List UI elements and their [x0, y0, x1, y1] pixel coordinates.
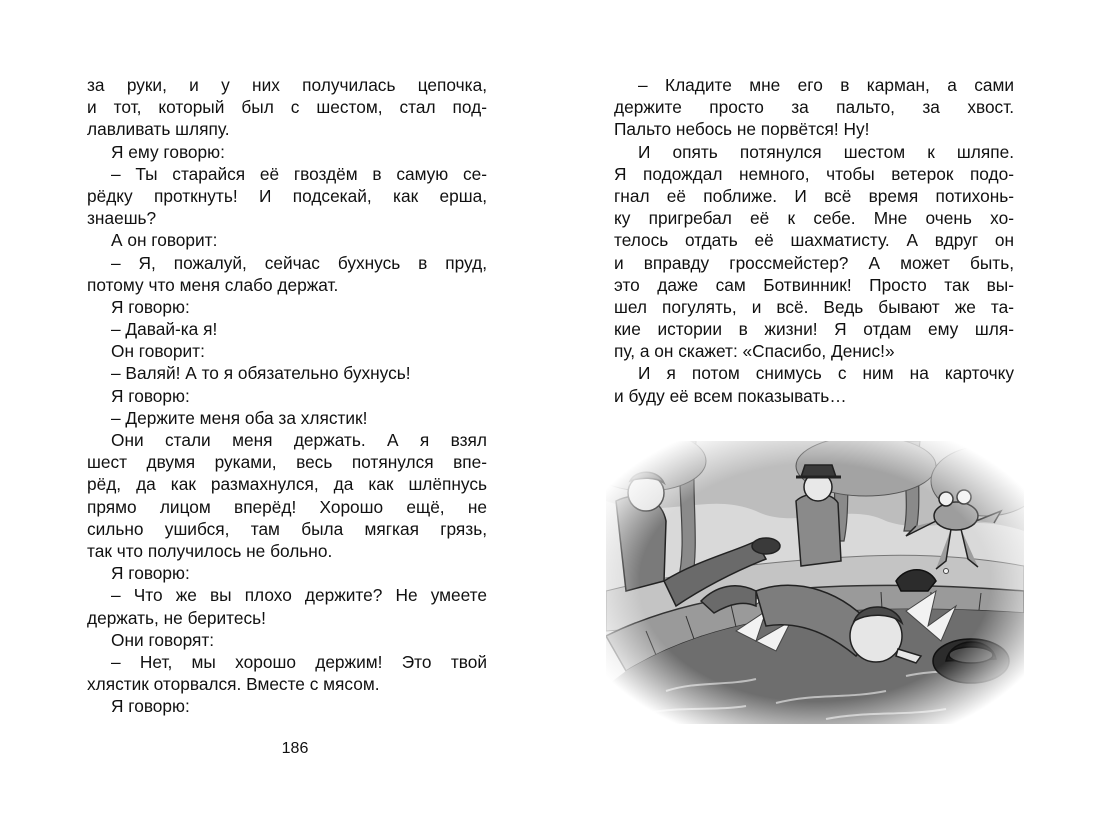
text-line: потому что меня слабо держат.: [87, 274, 339, 295]
text-line: Он говорит:: [111, 341, 205, 362]
text-line: Пальто небось не порвётся! Ну!: [614, 119, 870, 140]
text-line: держите просто за пальто, за хвост.: [614, 97, 1014, 118]
page-number: 186: [281, 740, 309, 757]
text-line: держать, не беритесь!: [87, 607, 266, 628]
text-line: пу, а он скажет: «Спасибо, Денис!»: [614, 341, 895, 362]
text-line: – Ты старайся её гвоздём в самую се-: [111, 163, 487, 184]
text-line: шест двумя руками, весь потянулся впе-: [87, 452, 487, 473]
text-line: рёд, да как размахнулся, да как шлёпнусь: [87, 474, 487, 495]
text-line: – Держите меня оба за хлястик!: [111, 407, 368, 428]
text-line: А он говорит:: [111, 230, 218, 251]
text-line: Я говорю:: [111, 296, 190, 317]
text-line: это даже сам Ботвинник! Просто так вы-: [614, 274, 1014, 295]
text-line: Я говорю:: [111, 696, 190, 717]
text-line: Я подождал немного, чтобы ветерок подо-: [614, 163, 1014, 184]
text-line: и буду её всем показывать…: [614, 385, 847, 406]
text-line: Они говорят:: [111, 629, 215, 650]
text-line: гнал её поближе. И всё время потихонь-: [614, 185, 1014, 206]
text-line: шел погулять, и всё. Ведь бывают же та-: [614, 296, 1014, 317]
text-line: – Что же вы плохо держите? Не умеете: [111, 585, 487, 606]
text-line: телось отдать её шахматисту. А вдруг он: [614, 230, 1014, 251]
text-line: – Валяй! А то я обязательно бухнусь!: [111, 363, 411, 384]
text-line: Они стали меня держать. А я взял: [111, 430, 487, 450]
text-line: И опять потянулся шестом к шляпе.: [638, 141, 1014, 162]
right-page: [550, 0, 1100, 825]
text-line: рёдку проткнуть! И подсекай, как ерша,: [87, 185, 487, 206]
text-line: Я говорю:: [111, 385, 190, 406]
text-line: – Нет, мы хорошо держим! Это твой: [111, 651, 487, 672]
text-line: хлястик оторвался. Вместе с мясом.: [87, 674, 380, 695]
text-line: так что получилось не больно.: [87, 540, 333, 561]
text-line: ку пригребал её к себе. Мне очень хо-: [614, 208, 1014, 229]
text-line: за руки, и у них получилась цепочка,: [87, 75, 487, 95]
illustration-artwork: [606, 441, 1024, 724]
text-line: прямо лицом вперёд! Хорошо ещё, не: [87, 496, 487, 517]
text-line: и вправду гроссмейстер? А может быть,: [614, 252, 1014, 273]
text-line: – Давай-ка я!: [111, 319, 218, 340]
text-line: и тот, который был с шестом, стал под-: [87, 97, 487, 118]
left-text-column: [87, 74, 487, 717]
text-line: знаешь?: [87, 208, 157, 229]
text-line: сильно ушибся, там была мягкая грязь,: [87, 518, 487, 539]
right-text-column: [614, 74, 1014, 407]
text-line: Я говорю:: [111, 563, 190, 584]
text-line: Я ему говорю:: [111, 141, 225, 162]
text-line: – Кладите мне его в карман, а сами: [638, 75, 1014, 95]
story-illustration: [606, 441, 1024, 724]
text-line: И я потом снимусь с ним на карточку: [638, 363, 1014, 384]
text-line: лавливать шляпу.: [87, 119, 230, 140]
text-line: – Я, пожалуй, сейчас бухнусь в пруд,: [111, 252, 487, 273]
text-line: кие истории в жизни! Я отдам ему шля-: [614, 319, 1014, 340]
